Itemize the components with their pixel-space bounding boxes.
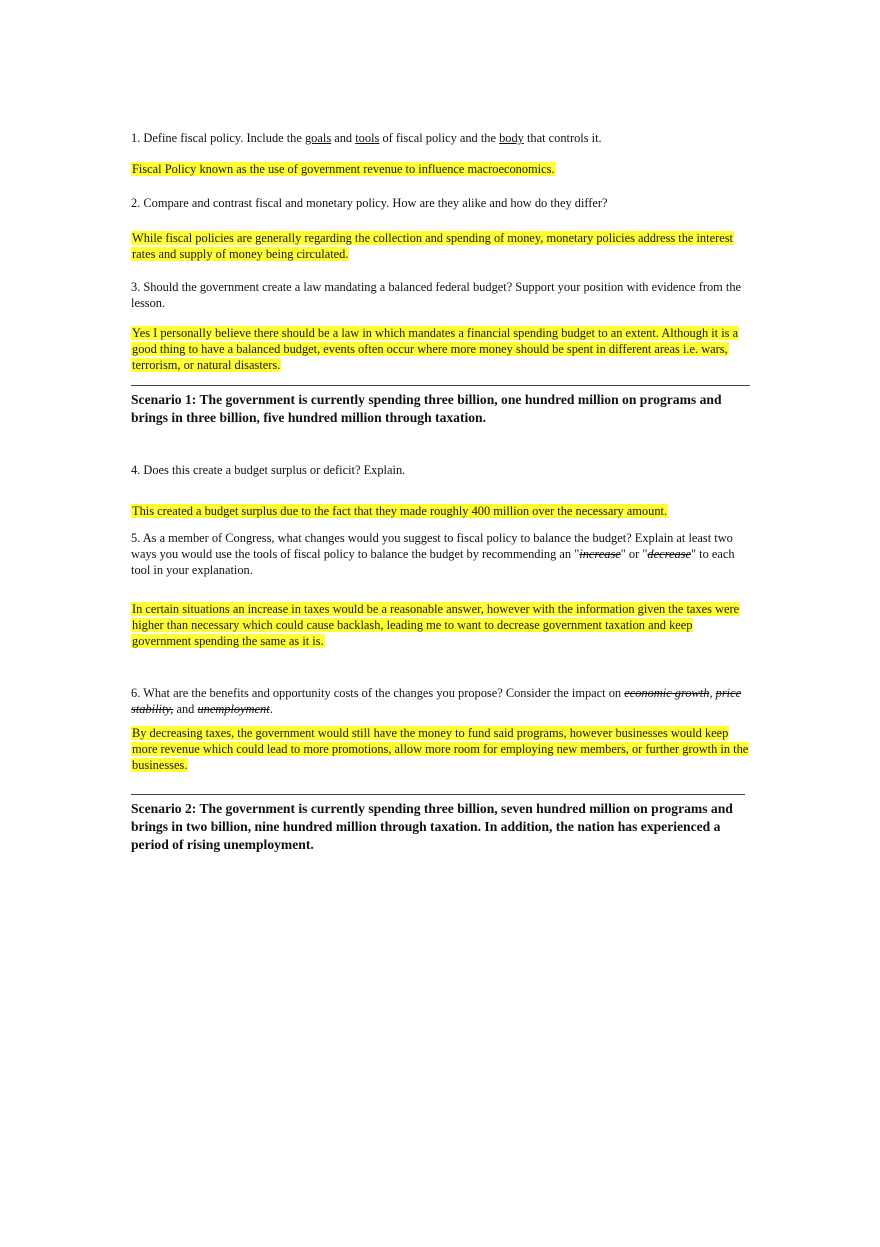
scenario-1: Scenario 1: The government is currently spending three billion, one hundred million on programs and brings in three billion, five hundred million through taxation. <box>131 392 722 425</box>
question-3: 3. Should the government create a law mandating a balanced federal budget? Support your position with evidence from the lesson. <box>131 280 742 310</box>
question-6: 6. What are the benefits and opportunity costs of the changes you propose? Consider the impact on economic growth, price stability, and unemployment. <box>131 686 742 716</box>
answer-5: In certain situations an increase in taxes would be a reasonable answer, however with the information given the taxes were higher than necessary which could cause backlash, leading me to want to decrease government taxation and keep government spending the same as it is. <box>132 602 740 648</box>
question-2: 2. Compare and contrast fiscal and monetary policy. How are they alike and how do they differ? <box>131 196 608 210</box>
term-decrease: decrease <box>647 547 691 561</box>
term-goals: goals <box>304 131 332 145</box>
term-price-stability: price stability, <box>131 686 742 716</box>
term-unemployment: unemployment <box>197 702 270 716</box>
term-increase: increase <box>579 547 621 561</box>
answer-6: By decreasing taxes, the government would still have the money to fund said programs, however businesses would keep more revenue which could lead to more promotions, allow more room for employing new members, or further growth in the businesses. <box>132 726 749 772</box>
divider-2 <box>131 794 745 795</box>
answer-4: This created a budget surplus due to the fact that they made roughly 400 million over the necessary amount. <box>132 504 668 518</box>
answer-2: While fiscal policies are generally regarding the collection and spending of money, monetary policies address the interest rates and supply of money being circulated. <box>132 231 733 261</box>
answer-1: Fiscal Policy known as the use of government revenue to influence macroeconomics. <box>132 162 555 176</box>
question-1: 1. Define fiscal policy. Include the goals and tools of fiscal policy and the body that controls it. <box>131 131 602 145</box>
scenario-2: Scenario 2: The government is currently spending three billion, seven hundred million on programs and brings in two billion, nine hundred million through taxation. In addition, the nation has experienced a period of rising unemployment. <box>131 801 733 852</box>
term-tools: tools <box>355 131 380 145</box>
answer-3: Yes I personally believe there should be a law in which mandates a financial spending budget to an extent. Although it is a good thing to have a balanced budget, events often occur where more money should be spent in different areas i.e. wars, terrorism, or natural disasters. <box>132 326 739 372</box>
question-4: 4. Does this create a budget surplus or deficit? Explain. <box>131 463 406 477</box>
term-body: body <box>499 131 524 145</box>
divider-1 <box>131 385 750 386</box>
question-5: 5. As a member of Congress, what changes would you suggest to fiscal policy to balance the budget? Explain at least two ways you would use the tools of fiscal policy to balance the budget by recommending an "increase" or "decrease" to each tool in your explanation. <box>131 531 735 577</box>
term-economic-growth: economic growth <box>624 686 710 700</box>
